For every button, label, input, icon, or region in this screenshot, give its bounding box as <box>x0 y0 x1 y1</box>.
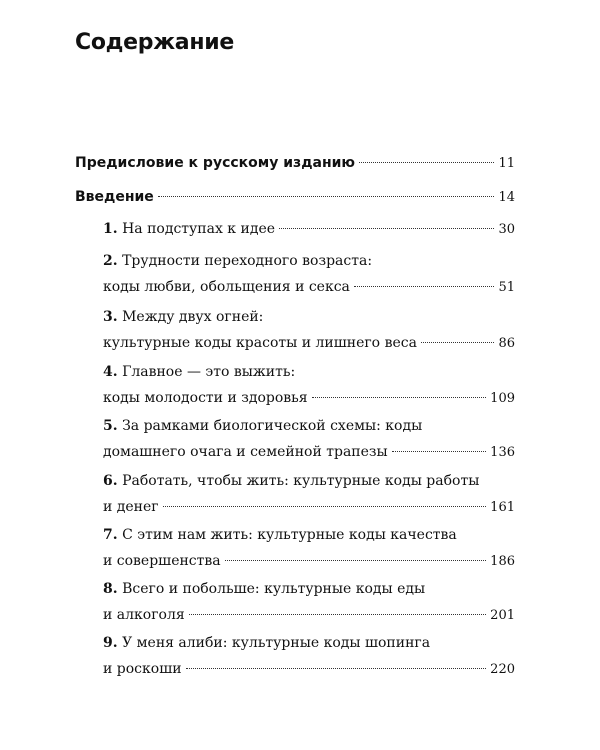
page-number: 161 <box>490 500 515 515</box>
chapter-number: 6. <box>103 473 118 489</box>
page-number: 186 <box>490 554 515 569</box>
dot-leader <box>163 506 487 507</box>
dot-leader <box>189 614 486 615</box>
toc-entry-label: Предисловие к русскому изданию <box>75 155 356 171</box>
page-number: 109 <box>490 391 515 406</box>
dot-leader <box>279 228 494 229</box>
toc-entry-chapter-5[interactable] <box>103 413 515 466</box>
page-number: 51 <box>498 280 515 295</box>
page-number: 14 <box>498 190 515 205</box>
page-number: 136 <box>490 445 515 460</box>
page-title: Содержание <box>75 30 234 55</box>
toc-entry-chapter-9[interactable] <box>103 630 515 683</box>
toc-entry-chapter-7[interactable] <box>103 522 515 575</box>
chapter-title-line: коды молодости и здоровья <box>103 390 308 406</box>
page-number: 30 <box>498 222 515 237</box>
chapter-title-line: домашнего очага и семейной трапезы <box>103 444 388 460</box>
page-number: 86 <box>498 336 515 351</box>
chapter-title-line: Всего и побольше: культурные коды еды <box>122 581 426 597</box>
chapter-number: 9. <box>103 635 118 651</box>
chapter-title-line: Работать, чтобы жить: культурные коды работы <box>122 473 480 489</box>
dot-leader <box>359 162 494 163</box>
dot-leader <box>392 451 486 452</box>
chapter-title-line: и роскоши <box>103 661 182 677</box>
chapter-title-line: За рамками биологической схемы: коды <box>122 418 423 434</box>
toc-entry-chapter-4[interactable] <box>103 359 515 412</box>
chapter-number: 7. <box>103 527 118 543</box>
chapter-title-line: и совершенства <box>103 553 221 569</box>
chapter-title-line: У меня алиби: культурные коды шопинга <box>122 635 431 651</box>
chapter-number: 2. <box>103 253 118 269</box>
chapter-number: 4. <box>103 364 118 380</box>
chapter-title-line: и денег <box>103 499 159 515</box>
page-number: 220 <box>490 662 515 677</box>
chapter-number: 8. <box>103 581 118 597</box>
page-number: 201 <box>490 608 515 623</box>
dot-leader <box>421 342 495 343</box>
dot-leader <box>354 286 495 287</box>
dot-leader <box>225 560 487 561</box>
page-number: 11 <box>498 156 515 171</box>
toc-entry-chapter-1[interactable] <box>103 216 515 243</box>
chapter-title-line: культурные коды красоты и лишнего веса <box>103 335 417 351</box>
chapter-number: 1. <box>103 221 118 237</box>
dot-leader <box>158 196 495 197</box>
chapter-title-line: Между двух огней: <box>122 309 264 325</box>
toc-entry-chapter-8[interactable] <box>103 576 515 629</box>
chapter-title-line: и алкоголя <box>103 607 185 623</box>
chapter-number: 3. <box>103 309 118 325</box>
toc-entry-label: Введение <box>75 189 154 205</box>
chapter-number: 5. <box>103 418 118 434</box>
toc-entry-chapter-3[interactable] <box>103 304 515 357</box>
chapter-title-line: Главное — это выжить: <box>122 364 296 380</box>
chapter-title-line: Трудности переходного возраста: <box>122 253 373 269</box>
dot-leader <box>186 668 487 669</box>
dot-leader <box>312 397 487 398</box>
chapter-title-line: коды любви, обольщения и секса <box>103 279 350 295</box>
toc-entry-chapter-2[interactable] <box>103 248 515 301</box>
toc-entry-chapter-6[interactable] <box>103 468 515 521</box>
toc-entry-preface[interactable] <box>75 150 515 177</box>
chapter-title-line: С этим нам жить: культурные коды качества <box>122 527 457 543</box>
chapter-title-line: На подступах к идее <box>122 221 276 237</box>
toc-entry-introduction[interactable] <box>75 184 515 211</box>
